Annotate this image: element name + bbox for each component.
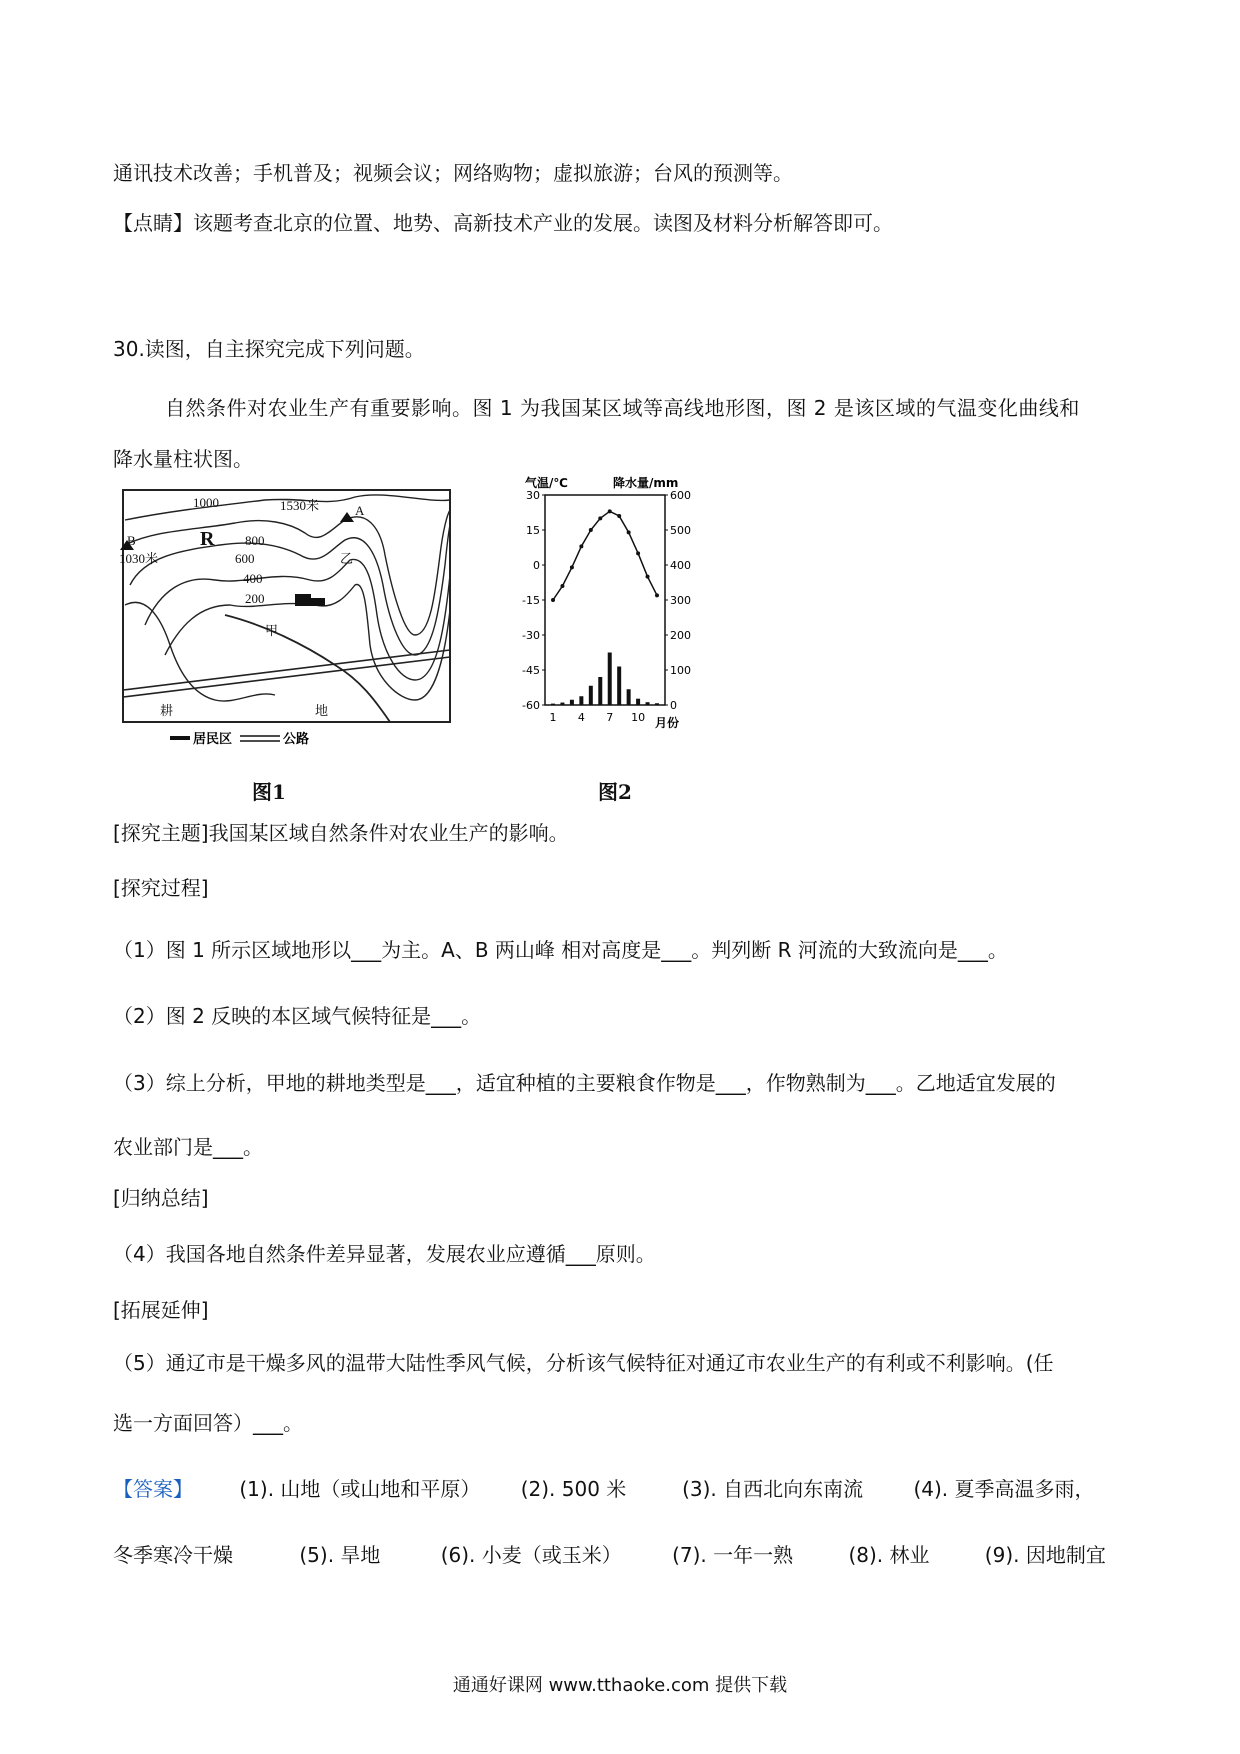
answer-item-9: (9). 因地制宜: [984, 1543, 1106, 1567]
answer-item-3: (3). 自西北向东南流: [682, 1477, 864, 1501]
chart-xlabel-suffix: 月份: [655, 716, 680, 730]
river-letter: R: [200, 528, 215, 550]
page-footer: 通通好课网 www.tthaoke.com 提供下载: [452, 1675, 788, 1696]
left-tick-label: 30: [526, 489, 540, 502]
precip-bar: [551, 704, 555, 705]
road-line-a: [123, 650, 450, 690]
answer-row-2: [113, 1542, 1106, 1568]
peak-a-letter: A: [355, 503, 365, 518]
precip-bar: [589, 686, 593, 705]
contour-label-200: 200: [245, 591, 265, 606]
temperature-point: [617, 514, 621, 518]
answer-item-4: (4). 夏季高温多雨，: [913, 1477, 1095, 1501]
contour-label-1000: 1000: [193, 495, 219, 510]
temperature-point: [570, 565, 574, 569]
x-tick-label: 1: [549, 711, 557, 724]
right-tick-label: 400: [670, 559, 691, 572]
explore-theme: [探究主题]我国某区域自然条件对农业生产的影响。: [113, 821, 569, 845]
x-tick-label: 4: [577, 711, 585, 724]
answer-label: 【答案】: [113, 1477, 193, 1501]
temperature-point: [627, 530, 631, 534]
peak-b-height: 1030米: [119, 551, 159, 566]
x-tick-label: 7: [606, 711, 614, 724]
sub-question-2: （2）图 2 反映的本区域气候特征是___。: [113, 1004, 482, 1028]
answer-item-2: (2). 500 米: [520, 1477, 627, 1501]
temperature-point: [560, 584, 564, 588]
sub-question-4: （4）我国各地自然条件差异显著，发展农业应遵循___原则。: [113, 1242, 656, 1266]
answer-item-5: (5). 旱地: [299, 1543, 381, 1567]
temperature-point: [589, 528, 593, 532]
question-intro-line1: 自然条件对农业生产有重要影响。图 1 为我国某区域等高线地形图，图 2 是该区域的气温变化曲线和: [165, 396, 1080, 420]
label-di: 地: [315, 703, 329, 718]
left-tick-label: 15: [526, 524, 540, 537]
precip-bar: [646, 702, 650, 705]
right-tick-label: 200: [670, 629, 691, 642]
answer-item-6: (6). 小麦（或玉米）: [440, 1543, 622, 1567]
right-tick-label: 600: [670, 489, 691, 502]
explore-process: [探究过程]: [113, 876, 209, 900]
precip-bar: [636, 699, 640, 705]
x-tick-label: 10: [631, 711, 646, 724]
answer-item-4-cont: 冬季寒冷干燥: [113, 1543, 233, 1567]
temperature-point: [598, 516, 602, 520]
right-tick-label: 0: [670, 699, 677, 712]
chart-ylabel-left: 气温/℃: [525, 476, 568, 490]
left-tick-label: -15: [522, 594, 540, 607]
temperature-point: [608, 509, 612, 513]
left-tick-label: 0: [533, 559, 540, 572]
legend-road: 公路: [283, 732, 310, 747]
right-tick-label: 100: [670, 664, 691, 677]
answer-item-7: (7). 一年一熟: [672, 1543, 794, 1567]
extend-heading: [拓展延伸]: [113, 1298, 209, 1322]
summary-heading: [归纳总结]: [113, 1186, 209, 1210]
prev-answer-tail: 通讯技术改善；手机普及；视频会议；网络购物；虚拟旅游；台风的预测等。: [113, 161, 793, 185]
answer-item-1: (1). 山地（或山地和平原）: [239, 1477, 481, 1501]
contour-label-800: 800: [245, 533, 265, 548]
residential-block: [295, 594, 311, 606]
temperature-point: [655, 593, 659, 597]
legend-residential: 居民区: [193, 732, 233, 747]
answer-row-1: [113, 1476, 1094, 1502]
label-jia: 甲: [265, 623, 279, 638]
peak-a-height: 1530米: [280, 498, 320, 513]
temperature-line: [553, 511, 657, 600]
precip-bar: [608, 653, 612, 706]
question-intro-line2: 降水量柱状图。: [113, 447, 253, 471]
left-tick-label: -30: [522, 629, 540, 642]
right-tick-label: 300: [670, 594, 691, 607]
sub-question-1: （1）图 1 所示区域地形以___为主。A、B 两山峰 相对高度是___。判列断 R 河流的大致流向是___。: [113, 938, 1008, 962]
contour-label-600: 600: [235, 551, 255, 566]
precip-bar: [570, 700, 574, 705]
precip-bar: [655, 703, 659, 705]
label-yi: 乙: [340, 551, 354, 566]
figure1-caption: 图1: [252, 780, 286, 804]
sub-question-5b: 选一方面回答）___。: [113, 1411, 303, 1435]
figure2-caption: 图2: [598, 780, 632, 804]
precip-bar: [627, 689, 631, 705]
dianjing-note: 【点睛】该题考查北京的位置、地势、高新技术产业的发展。读图及材料分析解答即可。: [113, 211, 893, 235]
left-tick-label: -45: [522, 664, 540, 677]
temperature-point: [579, 544, 583, 548]
chart-ylabel-right: 降水量/mm: [613, 476, 679, 490]
contour-map-figure: [115, 485, 460, 760]
right-tick-label: 500: [670, 524, 691, 537]
left-tick-label: -60: [522, 699, 540, 712]
precip-bar: [617, 667, 621, 706]
temperature-point: [646, 575, 650, 579]
precip-bar: [598, 677, 602, 705]
precip-bar: [560, 703, 564, 705]
contour-600: [130, 525, 450, 655]
precip-bar: [579, 696, 583, 705]
plot-frame: [545, 495, 665, 705]
road-line-b: [123, 657, 450, 697]
climate-chart: [505, 475, 705, 760]
question-title: 30.读图，自主探究完成下列问题。: [113, 337, 425, 361]
contour-label-400: 400: [243, 571, 263, 586]
peak-b-letter: B: [127, 533, 136, 548]
residential-block-2: [311, 598, 325, 606]
sub-question-3a: （3）综上分析，甲地的耕地类型是___，适宜种植的主要粮食作物是___，作物熟制为___。乙地适宜发展的: [113, 1071, 1056, 1095]
river-r: [225, 615, 390, 722]
temperature-point: [636, 551, 640, 555]
answer-item-8: (8). 林业: [848, 1543, 930, 1567]
label-geng: 耕: [160, 703, 174, 718]
sub-question-3b: 农业部门是___。: [113, 1135, 263, 1159]
contour-800: [125, 510, 450, 635]
sub-question-5a: （5）通辽市是干燥多风的温带大陆性季风气候，分析该气候特征对通辽市农业生产的有利或不利影响。(任: [113, 1351, 1054, 1375]
temperature-point: [551, 598, 555, 602]
